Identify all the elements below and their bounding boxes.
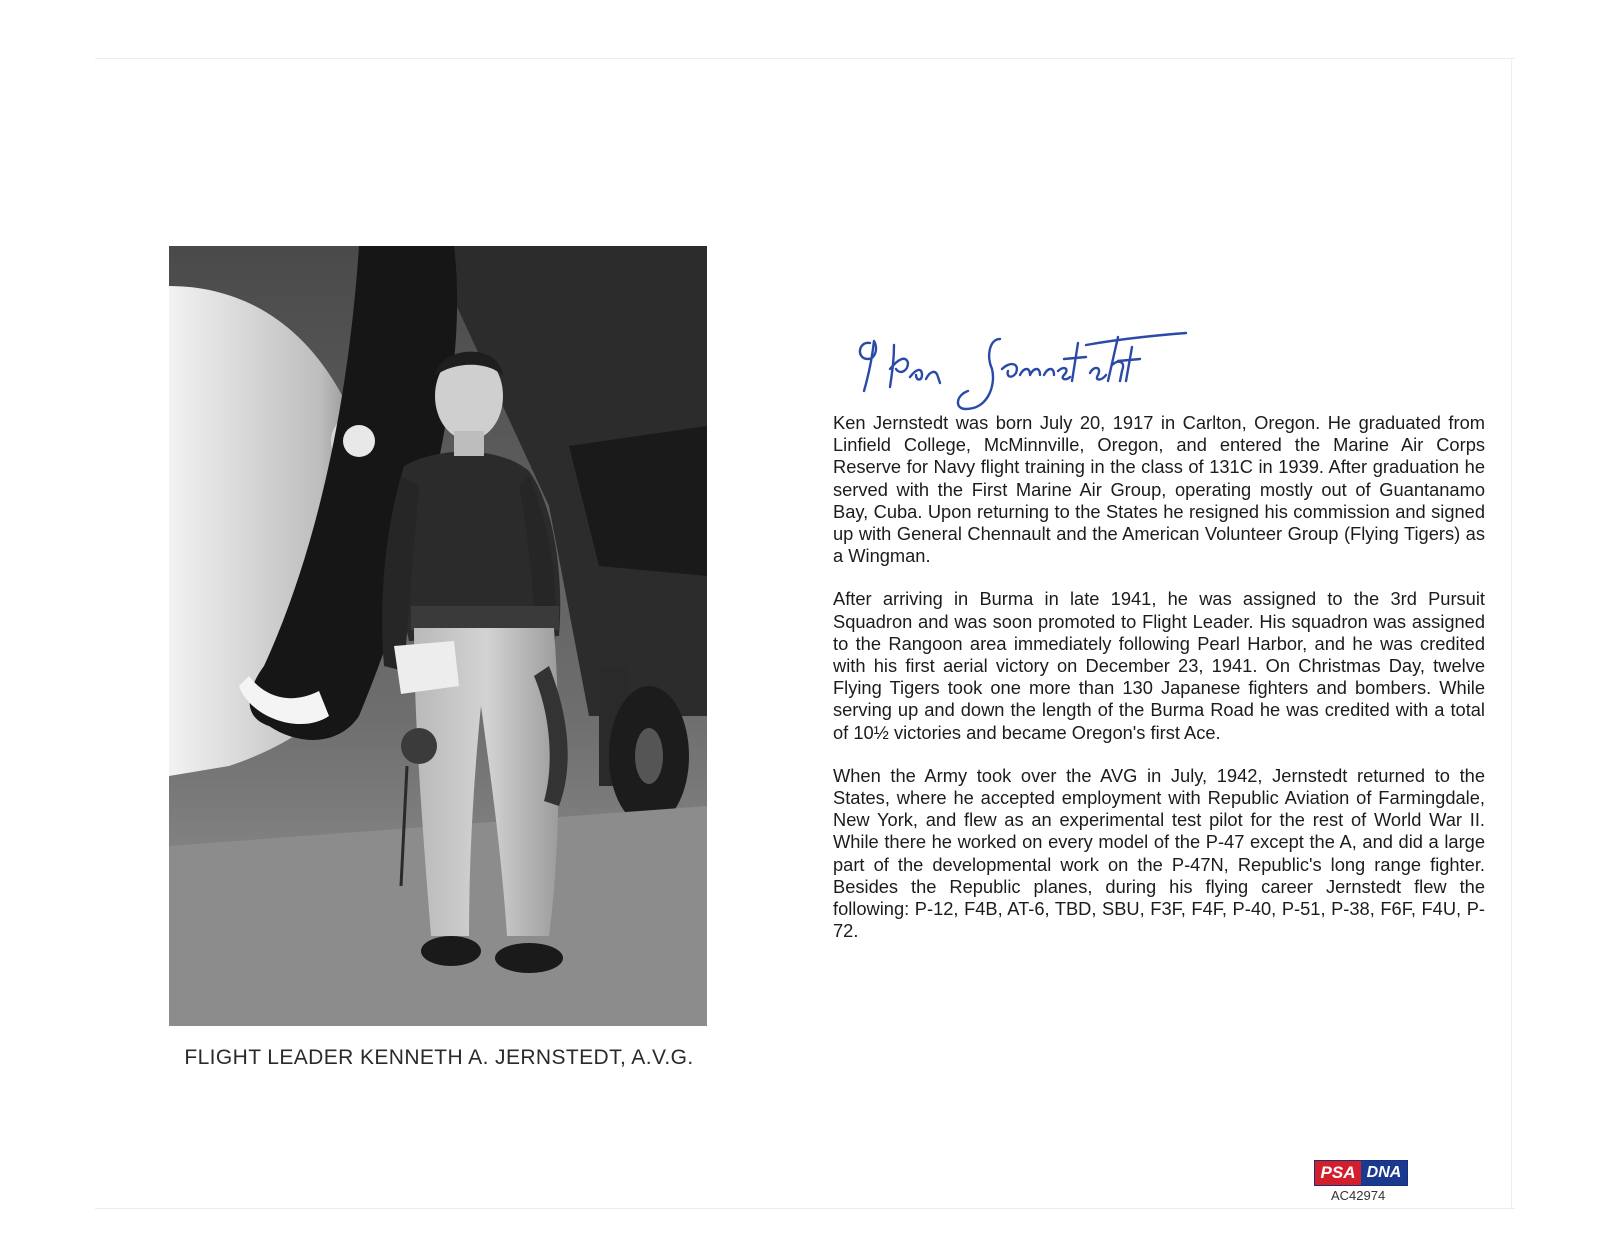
dna-logo-mark: DNA (1361, 1161, 1407, 1185)
bio-paragraph: Ken Jernstedt was born July 20, 1917 in Carlton, Oregon. He graduated from Linfield College, McMinnville, Oregon, and entered the Marine Air Corps Reserve for Navy flight training in the class of 131C in 1939. After graduation he served with the First Marine Air Group, operating mostly out of Guantanamo Bay, Cuba. Upon returning to the States he resigned his commission and signed up with General Chennault and the American Volunteer Group (Flying Tigers) as a Wingman. (833, 412, 1485, 567)
page-edge-right (1511, 58, 1512, 1208)
certificate-number: AC42974 (1331, 1188, 1386, 1203)
page-edge-bottom (95, 1208, 1515, 1209)
bio-paragraph: After arriving in Burma in late 1941, he was assigned to the 3rd Pursuit Squadron and was soon promoted to Flight Leader. His squadron was assigned to the Rangoon area immediately following Pearl Harbor, and he was credited with his first aerial victory on December 23, 1941. On Christmas Day, twelve Flying Tigers took one more than 130 Japanese fighters and bombers. While serving up and down the length of the Burma Road he was credited with a total of 10½ victories and became Oregon's first Ace. (833, 588, 1485, 743)
psa-dna-logo (1314, 1160, 1408, 1186)
photo-caption: FLIGHT LEADER KENNETH A. JERNSTEDT, A.V.G. (184, 1046, 694, 1069)
bio-paragraph: When the Army took over the AVG in July, 1942, Jernstedt returned to the States, where he accepted employment with Republic Aviation of Farmingdale, New York, and flew as an experimental test pilot for the rest of World War II. While there he worked on every model of the P-47 except the A, and did a large part of the developmental work on the P-47N, Republic's long range fighter. Besides the Republic planes, during his flying career Jernstedt flew the following: P-12, F4B, AT-6, TBD, SBU, F3F, F4F, P-40, P-51, P-38, F6F, F4U, P-72. (833, 764, 1485, 942)
biography (833, 412, 1485, 963)
page-edge-top (95, 58, 1515, 59)
pilot-photograph (169, 246, 707, 1026)
psa-logo-mark: PSA (1315, 1161, 1361, 1185)
autograph-signature (850, 325, 1190, 420)
